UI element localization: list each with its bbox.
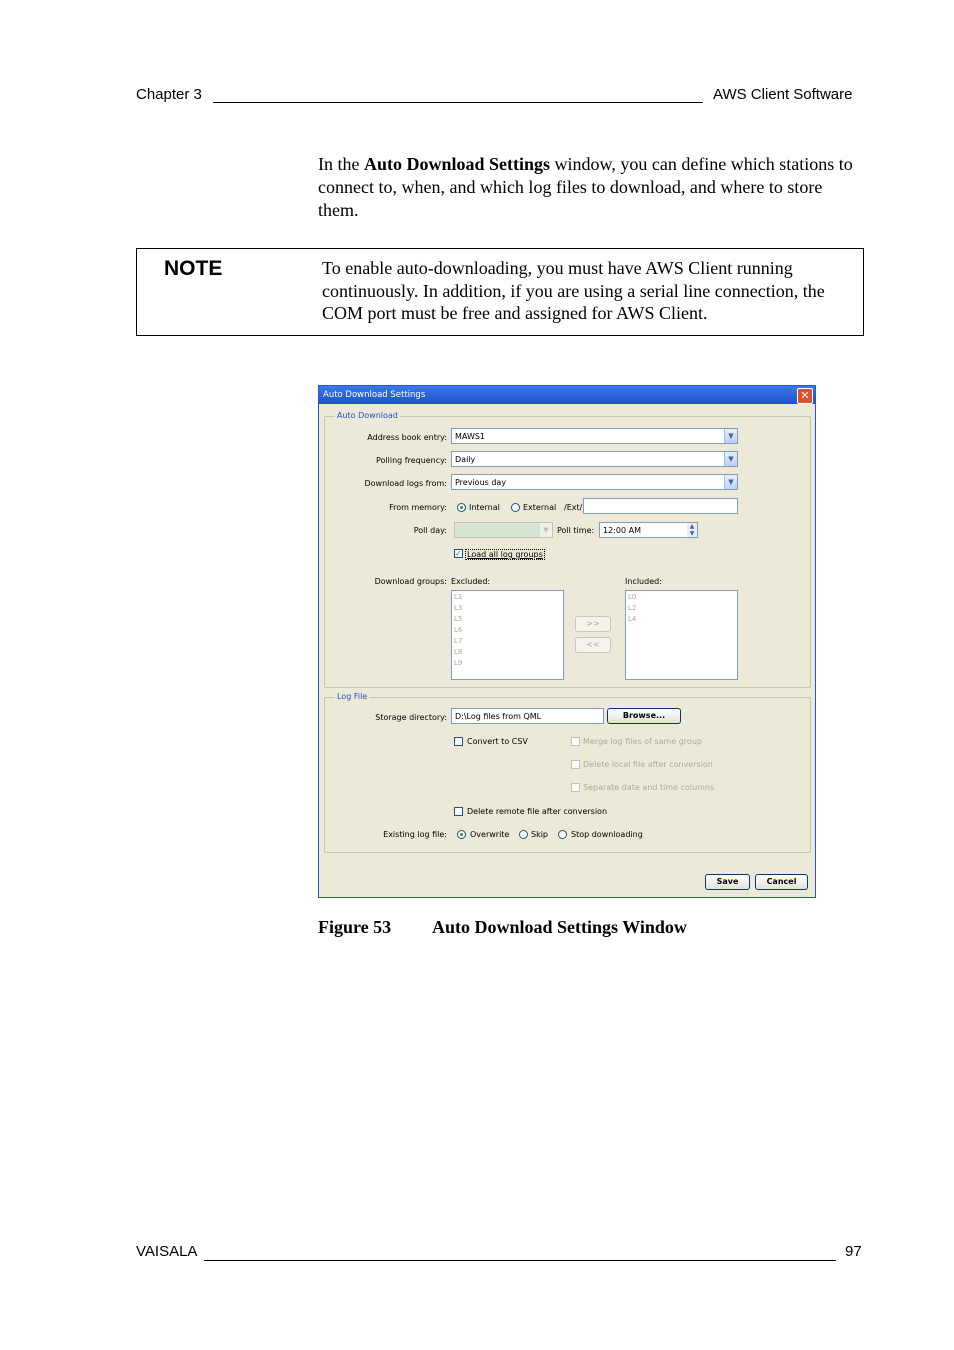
convert-csv-label: Convert to CSV bbox=[467, 737, 528, 746]
list-item[interactable]: L0 bbox=[628, 593, 637, 601]
section-title: AWS Client Software bbox=[713, 86, 853, 103]
merge-logs-checkbox[interactable] bbox=[571, 737, 580, 746]
log-file-group-label: Log File bbox=[337, 692, 368, 701]
chevron-down-icon[interactable]: ▼ bbox=[724, 475, 737, 489]
excluded-label: Excluded: bbox=[451, 577, 491, 586]
delete-local-checkbox[interactable] bbox=[571, 760, 580, 769]
download-groups-label: Download groups: bbox=[374, 577, 447, 586]
separate-datetime-label: Separate date and time columns bbox=[583, 783, 715, 792]
chapter-label: Chapter 3 bbox=[136, 86, 202, 103]
delete-remote-label: Delete remote file after conversion bbox=[467, 807, 608, 816]
internal-radio-label: Internal bbox=[469, 503, 500, 512]
list-item[interactable]: L8 bbox=[454, 648, 463, 656]
poll-day-select[interactable] bbox=[454, 522, 553, 538]
chevron-down-icon[interactable]: ▼ bbox=[539, 523, 552, 537]
overwrite-radio[interactable] bbox=[457, 830, 466, 839]
spinner-arrows-icon[interactable]: ▲ ▼ bbox=[687, 523, 697, 537]
figure-caption: Auto Download Settings Window bbox=[432, 917, 687, 937]
skip-radio[interactable] bbox=[519, 830, 528, 839]
auto-download-settings-dialog bbox=[318, 385, 816, 898]
separate-datetime-checkbox[interactable] bbox=[571, 783, 580, 792]
ext-path-prefix: /Ext/ bbox=[564, 503, 583, 512]
download-logs-from-select[interactable]: Previous day ▼ bbox=[451, 474, 738, 490]
move-right-button[interactable]: >> bbox=[575, 616, 611, 632]
memory-label: From memory: bbox=[389, 503, 447, 512]
list-item[interactable]: L2 bbox=[628, 604, 637, 612]
page-number: 97 bbox=[845, 1243, 862, 1260]
chevron-down-icon[interactable]: ▼ bbox=[724, 452, 737, 466]
dialog-titlebar bbox=[319, 386, 815, 404]
list-item[interactable]: L9 bbox=[454, 659, 463, 667]
list-item[interactable]: L5 bbox=[454, 615, 463, 623]
convert-csv-checkbox[interactable] bbox=[454, 737, 463, 746]
storage-label: Storage directory: bbox=[375, 713, 447, 722]
footer-company: VAISALA bbox=[136, 1243, 198, 1260]
excluded-list[interactable] bbox=[451, 590, 564, 680]
browse-button[interactable]: Browse... bbox=[607, 708, 681, 724]
save-button[interactable]: Save bbox=[705, 874, 750, 890]
included-list[interactable] bbox=[625, 590, 738, 680]
logs-from-label: Download logs from: bbox=[364, 479, 447, 488]
internal-radio[interactable] bbox=[457, 503, 466, 512]
external-radio-label: External bbox=[523, 503, 557, 512]
overwrite-label: Overwrite bbox=[470, 830, 510, 839]
address-book-select[interactable]: MAWS1 ▼ bbox=[451, 428, 738, 444]
skip-label: Skip bbox=[531, 830, 549, 839]
close-icon[interactable]: ✕ bbox=[797, 388, 813, 404]
stop-downloading-radio[interactable] bbox=[558, 830, 567, 839]
delete-remote-checkbox[interactable] bbox=[454, 807, 463, 816]
existing-log-label: Existing log file: bbox=[383, 830, 447, 839]
list-item[interactable]: L3 bbox=[454, 604, 463, 612]
list-item[interactable]: L4 bbox=[628, 615, 637, 623]
footer-rule bbox=[204, 1260, 836, 1261]
cancel-button[interactable]: Cancel bbox=[755, 874, 808, 890]
stop-downloading-label: Stop downloading bbox=[571, 830, 643, 839]
chevron-down-icon[interactable]: ▼ bbox=[724, 429, 737, 443]
polling-frequency-select[interactable]: Daily ▼ bbox=[451, 451, 738, 467]
merge-logs-label: Merge log files of same group bbox=[583, 737, 702, 746]
poll-time-label: Poll time: bbox=[557, 526, 595, 535]
load-all-label: Load all log groups bbox=[467, 550, 543, 559]
list-item[interactable]: L7 bbox=[454, 637, 463, 645]
auto-download-group-label: Auto Download bbox=[337, 411, 398, 420]
intro-paragraph: In the Auto Download Settings window, you can define which stations to connect to, when, and which log files to download, and where to store them. bbox=[318, 154, 853, 220]
intro-bold: Auto Download Settings bbox=[363, 154, 551, 174]
included-label: Included: bbox=[625, 577, 662, 586]
external-path-input[interactable] bbox=[583, 498, 738, 514]
delete-local-label: Delete local file after conversion bbox=[583, 760, 713, 769]
storage-directory-input[interactable]: D:\Log files from QML bbox=[451, 708, 604, 724]
note-title: NOTE bbox=[164, 257, 223, 280]
move-left-button[interactable]: << bbox=[575, 637, 611, 653]
figure-number: Figure 53 bbox=[318, 917, 392, 937]
poll-day-label: Poll day: bbox=[413, 526, 447, 535]
dialog-title: Auto Download Settings bbox=[323, 390, 426, 400]
poll-time-spinner[interactable]: 12:00 AM ▲ ▼ bbox=[599, 522, 698, 538]
header-rule bbox=[213, 102, 703, 103]
list-item[interactable]: L1 bbox=[454, 593, 463, 601]
load-all-checkbox[interactable]: ✓ bbox=[455, 549, 462, 558]
list-item[interactable]: L6 bbox=[454, 626, 463, 634]
note-text: To enable auto-downloading, you must have AWS Client running continuously. In addition, if you are using a serial line connection, the COM port must be free and assigned for AWS Client. bbox=[322, 258, 825, 323]
address-label: Address book entry: bbox=[367, 433, 447, 442]
polling-label: Polling frequency: bbox=[375, 456, 447, 465]
note-box bbox=[136, 248, 864, 336]
external-radio[interactable] bbox=[511, 503, 520, 512]
